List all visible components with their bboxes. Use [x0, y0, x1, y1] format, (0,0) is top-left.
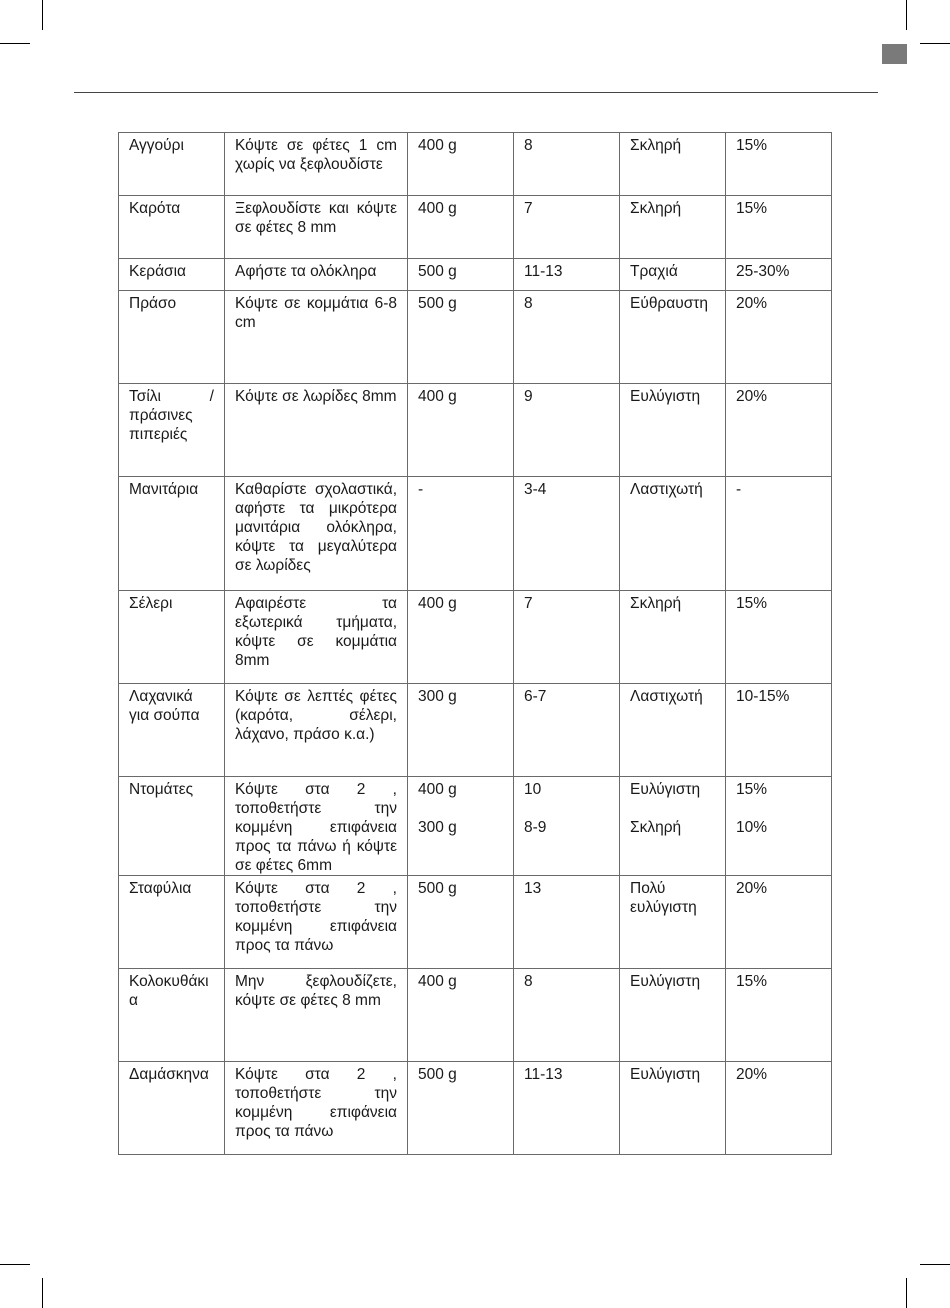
crop-mark	[906, 0, 907, 30]
crop-mark	[920, 43, 950, 44]
time-cell: 11-13	[514, 259, 620, 291]
table-row	[119, 1062, 832, 1155]
quantity-cell: -	[408, 477, 514, 591]
yield-value: 15%	[736, 781, 768, 798]
prep-cell: Κόψτε στα 2 , τοποθετήστε την κομμένη επιφάνεια προς τα πάνω	[225, 876, 408, 969]
yield-cell: 20%	[726, 291, 832, 384]
table-row	[119, 196, 832, 259]
texture-value-alt: Σκληρή	[630, 819, 682, 836]
texture-cell: Εύθραυστη	[620, 291, 726, 384]
texture-value: Ευλύγιστη	[630, 781, 701, 798]
table-row	[119, 684, 832, 777]
quantity-value: 400 g	[418, 781, 457, 798]
prep-cell: Μην ξεφλουδίζετε, κόψτε σε φέτες 8 mm	[225, 969, 408, 1062]
food-cell: Αγγούρι	[119, 133, 225, 196]
time-value-alt: 8-9	[524, 819, 547, 836]
table-row	[119, 259, 832, 291]
texture-cell: Λαστιχωτή	[620, 684, 726, 777]
table-row	[119, 133, 832, 196]
time-cell: 6-7	[514, 684, 620, 777]
time-cell: 11-13	[514, 1062, 620, 1155]
texture-cell: Σκληρή	[620, 591, 726, 684]
texture-cell: Ευλύγιστη	[620, 384, 726, 477]
time-cell: 7	[514, 196, 620, 259]
quantity-cell: 500 g	[408, 291, 514, 384]
quantity-cell: 300 g	[408, 684, 514, 777]
texture-cell: Ευλύγιστη	[620, 969, 726, 1062]
time-cell: 13	[514, 876, 620, 969]
prep-cell: Κόψτε σε λεπτές φέτες (καρότα, σέλερι, λάχανο, πράσο κ.α.)	[225, 684, 408, 777]
yield-cell: 15%	[726, 196, 832, 259]
texture-cell: Ευλύγιστη	[620, 1062, 726, 1155]
quantity-cell: 500 g	[408, 876, 514, 969]
quantity-cell: 400 g	[408, 196, 514, 259]
quantity-cell: 500 g	[408, 259, 514, 291]
prep-cell: Καθαρίστε σχολαστικά, αφήστε τα μικρότερα μανιτάρια ολόκληρα, κόψτε τα μεγαλύτερα σε λωρίδες	[225, 477, 408, 591]
prep-cell: Κόψτε στα 2 , τοποθετήστε την κομμένη επιφάνεια προς τα πάνω	[225, 1062, 408, 1155]
food-cell: Κεράσια	[119, 259, 225, 291]
quantity-cell: 400 g	[408, 591, 514, 684]
yield-cell: 15%	[726, 969, 832, 1062]
yield-cell: -	[726, 477, 832, 591]
texture-cell	[620, 777, 726, 876]
food-cell: Μανιτάρια	[119, 477, 225, 591]
prep-cell: Αφήστε τα ολόκληρα	[225, 259, 408, 291]
table-row	[119, 876, 832, 969]
time-cell: 8	[514, 969, 620, 1062]
food-cell: Καρότα	[119, 196, 225, 259]
texture-cell: Σκληρή	[620, 196, 726, 259]
texture-cell: Τραχιά	[620, 259, 726, 291]
crop-mark	[42, 0, 43, 30]
yield-cell: 20%	[726, 384, 832, 477]
texture-cell: Σκληρή	[620, 133, 726, 196]
table-row	[119, 384, 832, 477]
prep-cell: Κόψτε σε λωρίδες 8mm	[225, 384, 408, 477]
quantity-cell: 400 g	[408, 133, 514, 196]
table-row	[119, 591, 832, 684]
drying-table	[118, 132, 832, 1155]
crop-mark	[920, 1264, 950, 1265]
time-cell: 7	[514, 591, 620, 684]
time-cell: 3-4	[514, 477, 620, 591]
quantity-cell	[408, 777, 514, 876]
yield-cell: 15%	[726, 591, 832, 684]
quantity-cell: 500 g	[408, 1062, 514, 1155]
quantity-value-alt: 300 g	[418, 819, 457, 836]
time-cell: 8	[514, 291, 620, 384]
food-cell: Λαχανικά για σούπα	[119, 684, 225, 777]
quantity-cell: 400 g	[408, 384, 514, 477]
yield-cell: 10-15%	[726, 684, 832, 777]
yield-value-alt: 10%	[736, 819, 768, 836]
yield-cell: 20%	[726, 876, 832, 969]
yield-cell: 25-30%	[726, 259, 832, 291]
food-cell: Δαμάσκηνα	[119, 1062, 225, 1155]
food-cell: Ντομάτες	[119, 777, 225, 876]
prep-cell: Κόψτε σε κομμάτια 6-8 cm	[225, 291, 408, 384]
section-tab-marker	[882, 44, 907, 64]
food-cell: Κολοκυθάκια	[119, 969, 225, 1062]
time-value: 10	[524, 781, 542, 798]
quantity-cell: 400 g	[408, 969, 514, 1062]
texture-cell: Πολύ ευλύγιστη	[620, 876, 726, 969]
food-cell: Σταφύλια	[119, 876, 225, 969]
texture-cell: Λαστιχωτή	[620, 477, 726, 591]
table-row	[119, 477, 832, 591]
time-cell: 8	[514, 133, 620, 196]
food-cell: Τσίλι / πράσινες πιπεριές	[119, 384, 225, 477]
prep-cell: Ξεφλουδίστε και κόψτε σε φέτες 8 mm	[225, 196, 408, 259]
food-cell: Σέλερι	[119, 591, 225, 684]
table-row	[119, 777, 832, 876]
food-cell: Πράσο	[119, 291, 225, 384]
crop-mark	[0, 1264, 30, 1265]
table-row	[119, 969, 832, 1062]
time-cell	[514, 777, 620, 876]
yield-cell: 20%	[726, 1062, 832, 1155]
crop-mark	[0, 43, 30, 44]
time-cell: 9	[514, 384, 620, 477]
yield-cell	[726, 777, 832, 876]
prep-cell: Κόψτε στα 2 , τοποθετήστε την κομμένη επιφάνεια προς τα πάνω ή κόψτε σε φέτες 6mm	[225, 777, 408, 876]
yield-cell: 15%	[726, 133, 832, 196]
header-rule	[74, 92, 878, 93]
crop-mark	[906, 1278, 907, 1308]
prep-cell: Κόψτε σε φέτες 1 cm χωρίς να ξεφλουδίστε	[225, 133, 408, 196]
table-row	[119, 291, 832, 384]
crop-mark	[42, 1278, 43, 1308]
prep-cell: Αφαιρέστε τα εξωτερικά τμήματα, κόψτε σε κομμάτια 8mm	[225, 591, 408, 684]
